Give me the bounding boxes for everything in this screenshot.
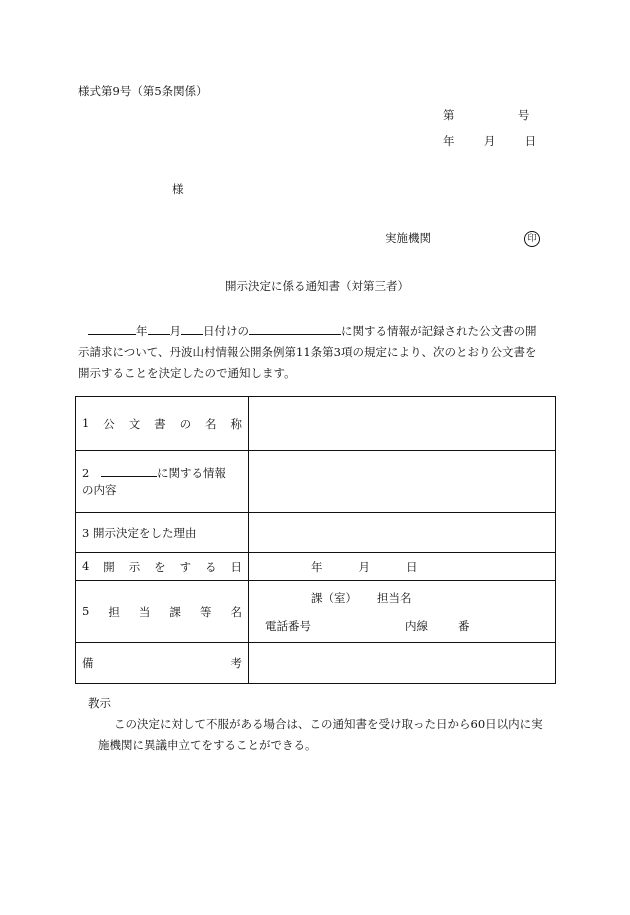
row-reason — [76, 513, 556, 553]
issue-date-day: 日 — [524, 134, 537, 148]
year-blank — [88, 323, 136, 335]
sender — [385, 233, 431, 245]
row-info-content — [76, 451, 556, 513]
row-reason-label: 3 開示決定をした理由 — [76, 513, 249, 553]
document-title: 開示決定に係る通知書（対第三者） — [225, 279, 409, 293]
body-line-3: 開示することを決定したので通知します。 — [78, 366, 296, 380]
doc-number — [443, 110, 529, 122]
doc-number-prefix: 第 — [443, 108, 455, 122]
doc-number-suffix: 号 — [517, 108, 530, 122]
seal-icon: 印 — [524, 231, 540, 247]
notice-block — [88, 693, 543, 756]
issue-date — [443, 136, 536, 148]
row-remarks — [76, 643, 556, 684]
notice-table — [75, 396, 556, 684]
day-blank — [181, 323, 203, 335]
row-remarks-label: 備 考 — [76, 643, 249, 684]
addressee-honorific: 様 — [172, 182, 184, 196]
row-info-content-value — [249, 451, 556, 513]
notice-heading: 教示 — [88, 696, 111, 710]
subject-blank — [249, 323, 341, 335]
row-department-label: 5 担 当 課 等 名 — [76, 581, 249, 643]
notice-line-1: この決定に対して不服がある場合は、この通知書を受け取った日から60日以内に実 — [114, 717, 543, 731]
row-document-name-value — [249, 397, 556, 451]
row-info-content-label: 2 に関する情報 の内容 — [76, 451, 249, 513]
row-disclosure-date-value: 年 月 日 — [249, 553, 556, 581]
body-line-2: 示請求について、丹波山村情報公開条例第11条第3項の規定により、次のとおり公文書を — [78, 345, 537, 359]
row-disclosure-date-label: 4 開 示 を す る 日 — [76, 553, 249, 581]
row-department-value: 課（室） 担当名 電話番号 内線 番 — [249, 581, 556, 643]
body-line-1: 年 月 日付けの に関する情報が記録された公文書の開 — [78, 321, 537, 342]
row-document-name-label: 1 公 文 書 の 名 称 — [76, 397, 249, 451]
row-remarks-value — [249, 643, 556, 684]
info-blank — [101, 465, 157, 477]
row-document-name — [76, 397, 556, 451]
form-id: 様式第9号（第5条関係） — [78, 84, 208, 98]
row-reason-value — [249, 513, 556, 553]
row-disclosure-date — [76, 553, 556, 581]
issue-date-month: 月 — [483, 134, 496, 148]
month-blank — [148, 323, 170, 335]
notice-line-2: 施機関に異議申立てをすることができる。 — [98, 738, 317, 752]
body-text — [78, 321, 537, 384]
row-department — [76, 581, 556, 643]
issue-date-year: 年 — [443, 134, 455, 148]
sender-label: 実施機関 — [385, 231, 431, 245]
